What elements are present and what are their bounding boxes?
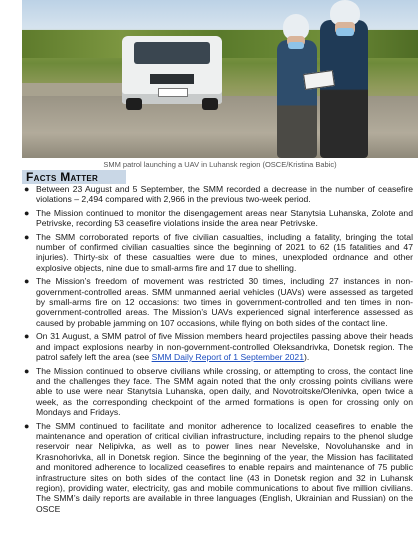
- vehicle-grille: [150, 74, 194, 84]
- bullet-icon: ●: [24, 420, 30, 431]
- face-mask: [288, 42, 304, 49]
- daily-report-link[interactable]: SMM Daily Report of 1 September 2021: [151, 352, 304, 363]
- list-item: [22, 421, 413, 515]
- list-item: [22, 366, 413, 418]
- list-item-text: Between 23 August and 5 September, the SMM recorded a decrease in the number of ceasefire violations – 2,494 compared with 2,966 in the previous two-week period.: [36, 184, 413, 205]
- list-item-text: The SMM continued to facilitate and monitor adherence to localized ceasefires to enable the maintenance and operation of critical civilian infrastructure, including repairs to the phenol sludge reservoir near Nelipivka, as well as to power lines near Nevelske, Novoluhanske and in Krasnohorivka, all in Donetsk region. Since the beginning of the year, the Mission has facilitated and monitored adherence to localized ceasefires to enable repairs and maintenance of 75 public infrastructure sites on both sides of the contact line (43 in Donetsk region and 32 in Luhansk region), providing water, electricity, gas and mobile communications to about five million civilians. The SMM’s daily reports are available in three languages (English, Ukrainian and Russian) on the OSCE: [36, 420, 413, 514]
- list-item: [22, 331, 413, 362]
- list-item-text: The SMM corroborated reports of five civilian casualties, including a fatality, bringing the total number of confirmed civilian casualties since the beginning of 2021 to 62 (15 fatalities and 47 injuries). Thirty-six of these casualties were due to mines, unexploded ordnance and other explosive objects, nine due to small-arms fire and 17 due to shelling.: [36, 231, 413, 273]
- monitor-person: [320, 20, 368, 158]
- bullet-icon: ●: [24, 331, 30, 342]
- bullet-icon: ●: [24, 276, 30, 287]
- face-mask: [336, 28, 354, 36]
- list-item-text: The Mission continued to monitor the disengagement areas near Stanytsia Luhanska, Zolote and Petrivske, recording 53 ceasefire violations inside the area near Petrivske.: [36, 207, 413, 229]
- list-item-text-before-link: On 31 August, a SMM patrol of five Mission members heard projectiles passing above their heads and impact explosions nearby in non-government-controlled Oleksandrivka, Donetsk region. The patrol safely left the area (see: [36, 331, 413, 363]
- vehicle-plate: [158, 88, 188, 97]
- bullet-icon: ●: [24, 231, 30, 242]
- list-item: [22, 184, 413, 205]
- list-item-text: The Mission’s freedom of movement was restricted 30 times, including 27 instances in non-government-controlled areas. SMM unmanned aerial vehicles (UAVs) were assessed as targeted by small-arms fire on 12 occasions: two times in government-controlled and ten times in non-government-controlled areas. The Mission’s UAVs experienced signal interference assessed as caused by probable jamming on 107 occasions, while flying on both sides of the contact line.: [36, 276, 413, 328]
- list-item-text: The Mission continued to observe civilians while crossing, or attempting to cross, the contact line and the challenges they face. The SMM again noted that the only crossing points civilians were able to use were near Stanytsia Luhanska, open daily, and Novotroitske/Olenivka, open twice a week, as the corresponding checkpoint of the armed formations is open for crossing only on Mondays and Fridays.: [36, 365, 413, 418]
- facts-list: [22, 184, 413, 517]
- list-item: [22, 208, 413, 229]
- patrol-photo: [22, 0, 418, 158]
- bullet-icon: ●: [24, 207, 30, 218]
- monitor-person: [277, 40, 317, 158]
- bullet-icon: ●: [24, 184, 30, 194]
- list-item: [22, 232, 413, 274]
- list-item-text-after-link: ).: [303, 352, 310, 363]
- section-heading: Facts Matter: [26, 170, 99, 184]
- vehicle-windshield: [134, 42, 210, 64]
- vehicle-wheel: [126, 98, 142, 110]
- bullet-icon: ●: [24, 365, 30, 376]
- vehicle-wheel: [202, 98, 218, 110]
- patrol-vehicle: [122, 36, 222, 104]
- list-item: [22, 276, 413, 328]
- photo-caption: SMM patrol launching a UAV in Luhansk region (OSCE/Kristina Babic): [103, 160, 337, 169]
